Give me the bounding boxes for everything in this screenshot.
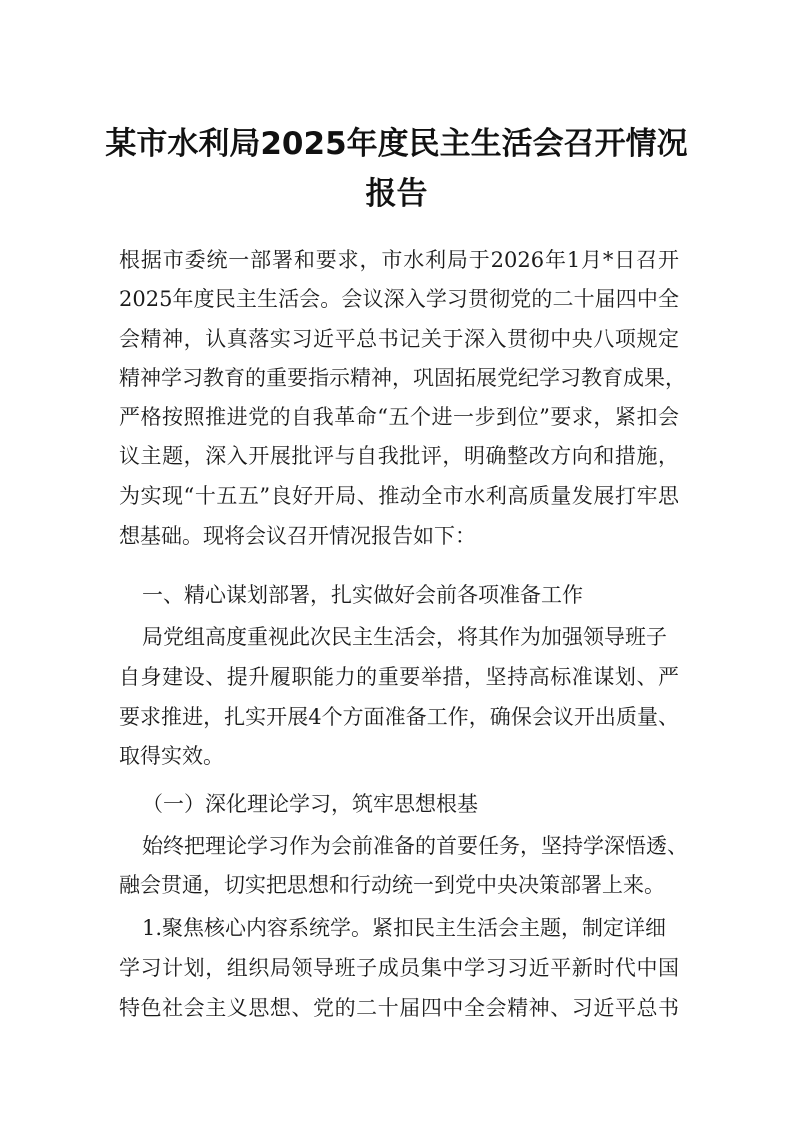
body-line: 为实现“十五五”良好开局、推动全市水利高质量发展打牢思 (119, 484, 679, 508)
body-line: 特色社会主义思想、党的二十届四中全会精神、习近平总书 (119, 996, 679, 1020)
body-line: 想基础。现将会议召开情况报告如下： (119, 524, 476, 548)
body-line: 取得实效。 (119, 744, 224, 768)
body-line: 2025年度民主生活会。会议深入学习贯彻党的二十届四中全 (119, 287, 679, 311)
document-title-line-2: 报告 (365, 176, 428, 212)
body-line: 始终把理论学习作为会前准备的首要任务，坚持学深悟透、 (142, 834, 688, 858)
body-line: 学习计划，组织局领导班子成员集中学习习近平新时代中国 (119, 956, 679, 980)
body-line: 局党组高度重视此次民主生活会，将其作为加强领导班子 (142, 625, 667, 649)
subsection-heading: （一）深化理论学习，筑牢思想根基 (142, 792, 478, 816)
body-line: 议主题，深入开展批评与自我批评，明确整改方向和措施， (119, 444, 679, 468)
body-line: 严格按照推进党的自我革命“五个进一步到位”要求，紧扣会 (119, 405, 679, 429)
body-line: 融会贯通，切实把思想和行动统一到党中央决策部署上来。 (119, 873, 665, 897)
body-line: 精神学习教育的重要指示精神，巩固拓展党纪学习教育成果， (119, 366, 686, 390)
body-line: 自身建设、提升履职能力的重要举措，坚持高标准谋划、严 (119, 665, 679, 689)
document-title-line-1: 某市水利局2025年度民主生活会召开情况 (105, 126, 688, 162)
body-line: 根据市委统一部署和要求，市水利局于2026年1月*日召开 (119, 248, 679, 272)
body-line: 要求推进，扎实开展4个方面准备工作，确保会议开出质量、 (119, 705, 679, 729)
body-line: 1.聚焦核心内容系统学。紧扣民主生活会主题，制定详细 (142, 916, 667, 940)
body-line: 会精神，认真落实习近平总书记关于深入贯彻中央八项规定 (119, 327, 679, 351)
section-heading: 一、精心谋划部署，扎实做好会前各项准备工作 (142, 583, 583, 607)
